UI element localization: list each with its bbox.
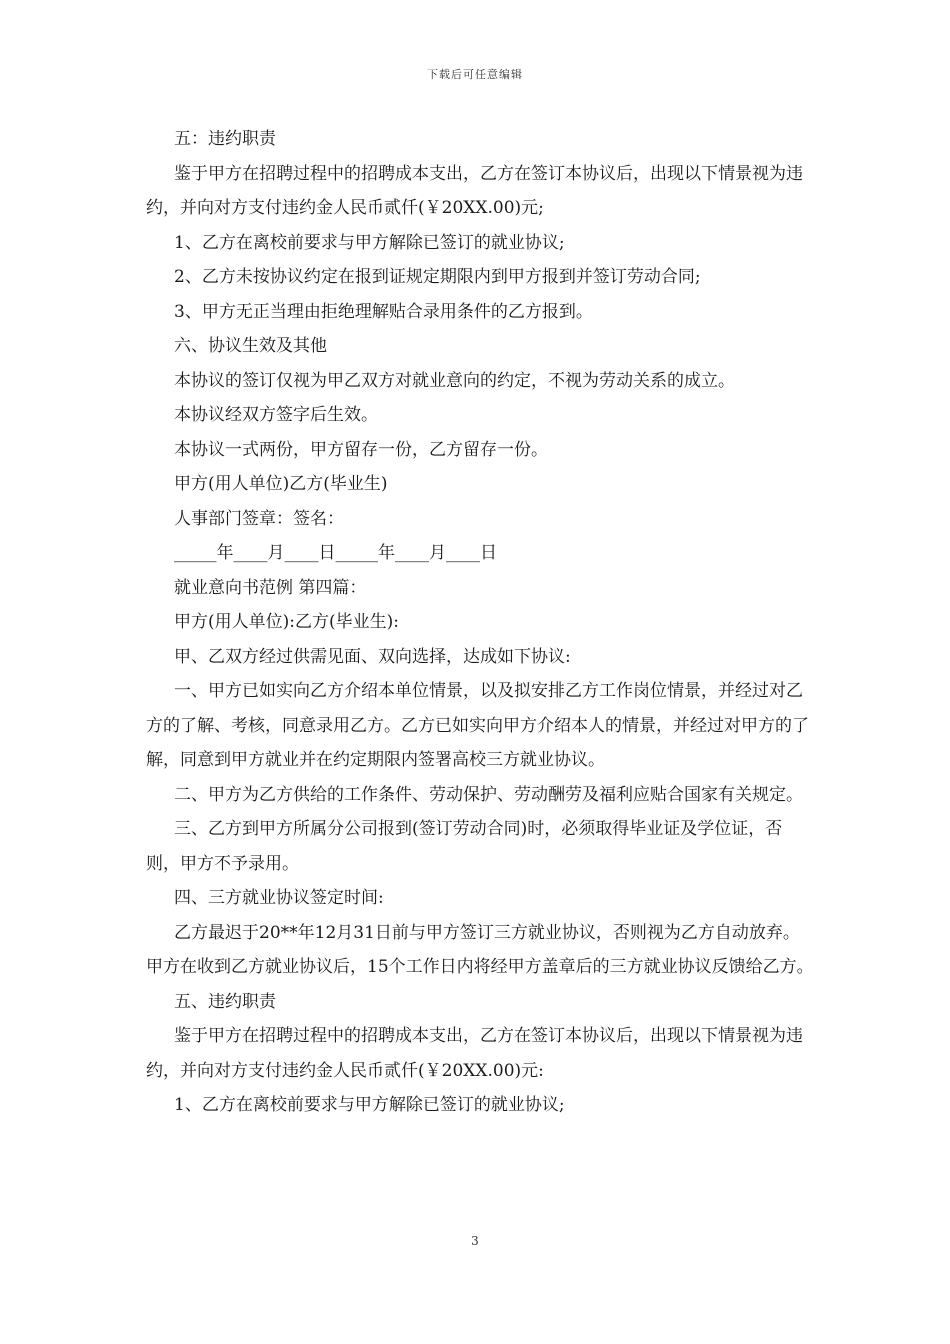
paragraph: 本协议经双方签字后生效。 (174, 405, 378, 425)
paragraph: 五：违约职责 (174, 129, 276, 149)
clause-1: 一、甲方已如实向乙方介绍本单位情景，以及拟安排乙方工作岗位情景，并经过对乙方的了解、考核，同意录用乙方。乙方已如实向甲方介绍本人的情景，并经过对甲方的了解，同意到甲方就业并在约定期限内签署高校三方就业协议。 (146, 681, 809, 770)
paragraph: 2、乙方未按协议约定在报到证规定期限内到甲方报到并签订劳动合同; (174, 267, 701, 287)
paragraph: 3、甲方无正当理由拒绝理解贴合录用条件的乙方报到。 (174, 301, 593, 322)
clause-2: 二、甲方为乙方供给的工作条件、劳动保护、劳动酬劳及福利应贴合国家有关规定。 (174, 784, 803, 805)
paragraph: 鉴于甲方在招聘过程中的招聘成本支出，乙方在签订本协议后，出现以下情景视为违约，并向对方支付违约金人民币贰仟(￥20XX.00)元: (146, 1026, 803, 1081)
section-heading: 六、协议生效及其他 (174, 336, 327, 356)
page-number: 3 (471, 1234, 479, 1248)
signature-labels: 人事部门签章：签名： (174, 508, 344, 529)
document-body (146, 122, 814, 1123)
clause-3: 三、乙方到甲方所属分公司报到(签订劳动合同)时，必须取得毕业证及学位证，否则，甲方不予录用。 (146, 819, 783, 874)
signature-parties: 甲方(用人单位)乙方(毕业生) (174, 474, 388, 494)
paragraph: 甲、乙双方经过供需见面、双向选择，达成如下协议: (174, 646, 571, 667)
paragraph: 1、乙方在离校前要求与甲方解除已签订的就业协议; (174, 232, 565, 253)
paragraph: 本协议一式两份，甲方留存一份，乙方留存一份。 (174, 439, 548, 460)
paragraph: 乙方最迟于20**年12月31日前与甲方签订三方就业协议，否则视为乙方自动放弃。甲方在收到乙方就业协议后，15个工作日内将经甲方盖章后的三方就业协议反馈给乙方。 (146, 922, 814, 977)
paragraph: 本协议的签订仅视为甲乙双方对就业意向的约定，不视为劳动关系的成立。 (174, 370, 735, 391)
paragraph: 1、乙方在离校前要求与甲方解除已签订的就业协议; (174, 1095, 565, 1115)
section-heading: 五、违约职责 (174, 991, 276, 1012)
signature-date-line: _____年____月____日_____年____月____日 (174, 543, 497, 563)
document-title: 就业意向书范例 第四篇： (174, 577, 367, 598)
page-header: 下载后可任意编辑 (427, 68, 523, 81)
paragraph: 鉴于甲方在招聘过程中的招聘成本支出，乙方在签订本协议后，出现以下情景视为违约，并向对方支付违约金人民币贰仟(￥20XX.00)元; (146, 163, 803, 218)
clause-4-heading: 四、三方就业协议签定时间: (174, 888, 384, 908)
parties-line: 甲方(用人单位):乙方(毕业生): (174, 612, 399, 632)
